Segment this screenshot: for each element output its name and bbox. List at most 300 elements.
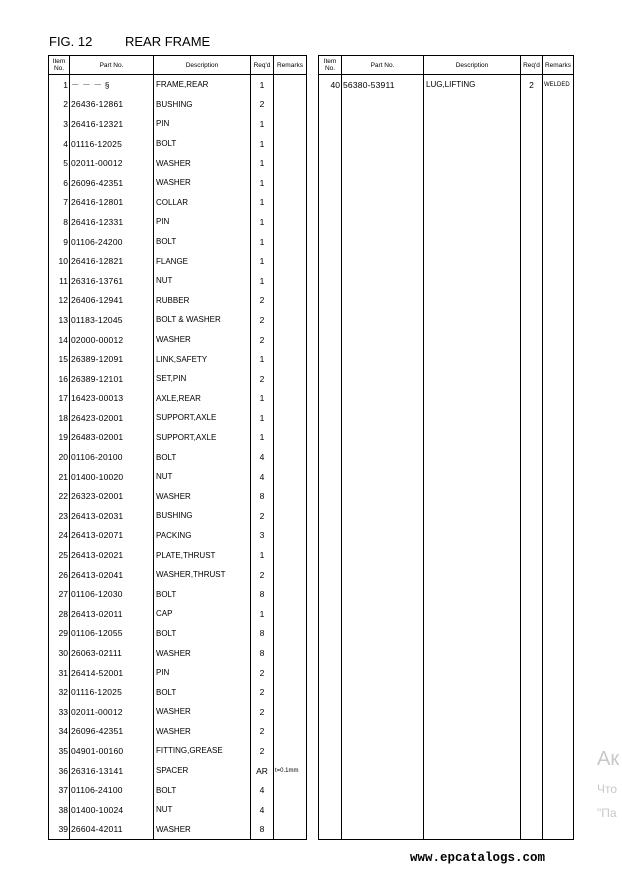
cell-item [319,95,342,115]
cell-desc [424,389,521,409]
cell-rem [543,526,574,546]
cell-rem [274,741,307,761]
cell-req: 1 [251,134,274,154]
cell-part [342,193,424,213]
cell-desc: NUT [154,800,251,820]
table-row [319,447,574,467]
cell-item: 33 [49,702,70,722]
header-description: Description [424,56,521,75]
cell-req: 1 [251,232,274,252]
cell-part [342,624,424,644]
cell-req [521,722,543,742]
cell-desc [424,643,521,663]
cell-rem [274,251,307,271]
cell-desc [424,565,521,585]
cell-rem [543,330,574,350]
cell-rem [274,604,307,624]
cell-req: 2 [251,722,274,742]
table-row [49,506,307,526]
cell-part [342,761,424,781]
cell-item [319,251,342,271]
cell-desc [424,330,521,350]
cell-desc: WASHER,THRUST [154,565,251,585]
table-row [319,291,574,311]
cell-part: 26416-12821 [70,251,154,271]
cell-part: 26389-12091 [70,349,154,369]
cell-req [521,702,543,722]
cell-desc [424,271,521,291]
cell-part [342,291,424,311]
cell-rem [543,134,574,154]
cell-item: 34 [49,722,70,742]
table-row [319,624,574,644]
table-row [319,251,574,271]
cell-item [319,310,342,330]
table-row [319,114,574,134]
cell-req [521,173,543,193]
cell-desc: BOLT [154,584,251,604]
cell-rem [543,349,574,369]
cell-req [521,428,543,448]
cell-desc: BOLT [154,232,251,252]
cell-desc: WASHER [154,153,251,173]
cell-item [319,682,342,702]
cell-part [342,526,424,546]
cell-part: 26604-42011 [70,820,154,840]
cell-part: 01106-12055 [70,624,154,644]
cell-desc [424,310,521,330]
table-row [49,95,307,115]
table-row [49,584,307,604]
header-remarks: Remarks [274,56,307,75]
cell-desc [424,193,521,213]
cell-part [342,232,424,252]
cell-desc [424,506,521,526]
cell-rem [543,604,574,624]
cell-req [521,486,543,506]
cell-part [342,545,424,565]
cell-part [342,369,424,389]
figure-title: REAR FRAME [125,34,211,49]
table-row [49,800,307,820]
cell-req: 1 [251,114,274,134]
cell-item [319,604,342,624]
cell-req [521,389,543,409]
cell-item: 5 [49,153,70,173]
cell-req: 1 [251,153,274,173]
cell-part: 26413-02041 [70,565,154,585]
cell-part [342,330,424,350]
cell-rem [543,467,574,487]
cell-part [342,95,424,115]
table-row [319,506,574,526]
cell-item [319,624,342,644]
cell-rem [543,212,574,232]
cell-part [342,663,424,683]
cell-part: 01106-20100 [70,447,154,467]
cell-desc [424,545,521,565]
cell-rem [274,271,307,291]
cell-part: 26406-12941 [70,291,154,311]
cell-desc [424,447,521,467]
cell-desc: LUG,LIFTING [424,75,521,95]
cell-item [319,565,342,585]
cell-part [342,565,424,585]
cell-rem [543,173,574,193]
cell-item [319,486,342,506]
cell-desc: BOLT [154,134,251,154]
cell-item: 21 [49,467,70,487]
cell-desc [424,584,521,604]
cell-part: 26416-12801 [70,193,154,213]
cell-req [521,761,543,781]
cell-desc [424,251,521,271]
table-row [319,271,574,291]
cell-rem [274,643,307,663]
cell-part [342,682,424,702]
cell-item: 23 [49,506,70,526]
cell-desc [424,212,521,232]
cell-req: 3 [251,526,274,546]
cell-desc [424,134,521,154]
cell-req: 2 [251,702,274,722]
cell-part [342,114,424,134]
cell-part: 01106-24100 [70,780,154,800]
cell-req [521,193,543,213]
cell-req [521,330,543,350]
table-row [319,75,574,95]
table-row [49,310,307,330]
cell-req [521,624,543,644]
cell-desc: BOLT & WASHER [154,310,251,330]
cell-req [521,682,543,702]
cell-item: 4 [49,134,70,154]
cell-desc: BOLT [154,624,251,644]
cell-req [521,545,543,565]
table-row [319,467,574,487]
cell-part: 26063-02111 [70,643,154,663]
table-row [49,780,307,800]
table-row [319,800,574,820]
header-item-no: Item No. [319,56,342,75]
cell-desc: WASHER [154,330,251,350]
cell-item: 1 [49,75,70,95]
table-row [49,624,307,644]
cell-part [342,467,424,487]
cell-rem [274,428,307,448]
cell-req [521,584,543,604]
cell-part: 26413-02011 [70,604,154,624]
cell-req: 1 [251,193,274,213]
cell-part: 26436-12861 [70,95,154,115]
parts-table-left-body [49,75,307,840]
cell-desc: BOLT [154,780,251,800]
cell-item [319,722,342,742]
table-row [49,291,307,311]
cell-desc: BUSHING [154,506,251,526]
cell-part: 26316-13761 [70,271,154,291]
cell-item [319,447,342,467]
watermark-line-3: "Па [597,806,617,820]
cell-rem [274,114,307,134]
table-row [49,467,307,487]
cell-part: 16423-00013 [70,389,154,409]
cell-item: 24 [49,526,70,546]
cell-item [319,663,342,683]
cell-part: 26423-02001 [70,408,154,428]
cell-rem [274,486,307,506]
cell-item: 22 [49,486,70,506]
cell-desc [424,467,521,487]
cell-rem [543,369,574,389]
cell-req: 2 [251,310,274,330]
cell-part [342,134,424,154]
cell-desc: LINK,SAFETY [154,349,251,369]
cell-rem [543,447,574,467]
table-row [319,780,574,800]
cell-req: 4 [251,467,274,487]
table-row [49,349,307,369]
cell-desc: SUPPORT,AXLE [154,408,251,428]
cell-req [521,800,543,820]
table-row [319,134,574,154]
cell-rem [543,95,574,115]
header-part-no: Part No. [70,56,154,75]
cell-rem [543,193,574,213]
cell-req: 4 [251,800,274,820]
cell-item [319,408,342,428]
table-row [49,75,307,95]
cell-rem [543,486,574,506]
cell-part [342,604,424,624]
table-row [319,153,574,173]
table-row [49,702,307,722]
cell-rem [274,447,307,467]
cell-rem [274,820,307,840]
cell-item: 20 [49,447,70,467]
cell-item: 28 [49,604,70,624]
cell-part [342,173,424,193]
cell-rem [274,369,307,389]
cell-req [521,506,543,526]
cell-item: 40 [319,75,342,95]
header-remarks: Remarks [543,56,574,75]
cell-item: 10 [49,251,70,271]
cell-part: 26316-13141 [70,761,154,781]
table-row [319,604,574,624]
cell-desc: CAP [154,604,251,624]
table-row [319,761,574,781]
table-row [319,643,574,663]
cell-desc: FLANGE [154,251,251,271]
cell-rem [274,153,307,173]
cell-desc: RUBBER [154,291,251,311]
cell-rem [274,565,307,585]
cell-rem: t=0.1mm [274,761,307,781]
cell-rem [274,232,307,252]
cell-item [319,820,342,840]
table-row [319,584,574,604]
cell-item: 17 [49,389,70,409]
cell-rem [543,291,574,311]
cell-req: 1 [251,408,274,428]
cell-desc: BUSHING [154,95,251,115]
cell-req: 2 [521,75,543,95]
table-row [49,565,307,585]
table-row [49,251,307,271]
cell-req: 2 [251,682,274,702]
cell-item: 38 [49,800,70,820]
cell-rem [543,702,574,722]
cell-item [319,702,342,722]
cell-item: 14 [49,330,70,350]
cell-item: 29 [49,624,70,644]
cell-item: 8 [49,212,70,232]
cell-item: 16 [49,369,70,389]
cell-req [521,447,543,467]
cell-part: 26389-12101 [70,369,154,389]
cell-rem: WELDED [543,75,574,95]
cell-rem [274,526,307,546]
cell-part: 26413-02021 [70,545,154,565]
cell-item: 11 [49,271,70,291]
cell-desc [424,291,521,311]
cell-item [319,506,342,526]
cell-req [521,780,543,800]
cell-part: 02011-00012 [70,153,154,173]
cell-desc [424,663,521,683]
table-row [49,330,307,350]
table-row [49,663,307,683]
cell-req [521,604,543,624]
table-row [319,232,574,252]
cell-item: 15 [49,349,70,369]
cell-part: 26096-42351 [70,173,154,193]
cell-item [319,800,342,820]
cell-rem [274,310,307,330]
table-row [49,722,307,742]
cell-part: 26323-02001 [70,486,154,506]
cell-desc [424,486,521,506]
table-row [49,408,307,428]
cell-item [319,114,342,134]
cell-rem [274,682,307,702]
cell-req: 4 [251,447,274,467]
cell-rem [543,271,574,291]
cell-req: 1 [251,212,274,232]
cell-req: 2 [251,741,274,761]
cell-desc: WASHER [154,486,251,506]
cell-item [319,467,342,487]
cell-part: 04901-00160 [70,741,154,761]
table-row [319,212,574,232]
cell-part: 26414-52001 [70,663,154,683]
cell-rem [274,193,307,213]
cell-part [342,741,424,761]
cell-part: 01183-12045 [70,310,154,330]
cell-rem [274,722,307,742]
cell-req: 2 [251,663,274,683]
cell-req [521,310,543,330]
cell-req: 1 [251,604,274,624]
cell-req [521,663,543,683]
cell-desc: BOLT [154,682,251,702]
cell-rem [543,506,574,526]
cell-item: 25 [49,545,70,565]
cell-desc: WASHER [154,722,251,742]
cell-item: 19 [49,428,70,448]
table-row [319,722,574,742]
table-row [319,702,574,722]
cell-item: 7 [49,193,70,213]
table-row [49,114,307,134]
cell-req [521,271,543,291]
cell-desc [424,95,521,115]
cell-part [342,800,424,820]
cell-part: 26483-02001 [70,428,154,448]
cell-req: 1 [251,389,274,409]
table-row [49,369,307,389]
cell-req: 1 [251,173,274,193]
table-row [319,486,574,506]
cell-desc: WASHER [154,173,251,193]
cell-rem [543,153,574,173]
table-row [49,212,307,232]
cell-item [319,526,342,546]
cell-req: 8 [251,820,274,840]
cell-req [521,565,543,585]
cell-part [342,271,424,291]
cell-item [319,643,342,663]
cell-part: 26413-02031 [70,506,154,526]
cell-item [319,349,342,369]
cell-part [342,349,424,369]
parts-table-left [48,55,307,840]
cell-desc: FITTING,GREASE [154,741,251,761]
cell-desc: PIN [154,114,251,134]
cell-rem [274,702,307,722]
header-description: Description [154,56,251,75]
parts-table-right [318,55,574,840]
cell-part [342,506,424,526]
table-row [319,682,574,702]
cell-item [319,232,342,252]
cell-rem [274,349,307,369]
cell-desc [424,114,521,134]
cell-rem [543,114,574,134]
cell-desc: SET,PIN [154,369,251,389]
cell-rem [274,545,307,565]
cell-req: 4 [251,780,274,800]
cell-rem [543,408,574,428]
cell-item: 26 [49,565,70,585]
cell-desc: AXLE,REAR [154,389,251,409]
cell-item: 35 [49,741,70,761]
table-row [49,604,307,624]
table-row [319,389,574,409]
cell-desc [424,741,521,761]
table-row [49,643,307,663]
site-url[interactable]: www.epcatalogs.com [410,851,546,865]
cell-item [319,291,342,311]
cell-item: 27 [49,584,70,604]
cell-item [319,271,342,291]
table-row [319,663,574,683]
cell-rem [274,467,307,487]
table-row [49,741,307,761]
cell-desc [424,820,521,840]
cell-desc [424,780,521,800]
